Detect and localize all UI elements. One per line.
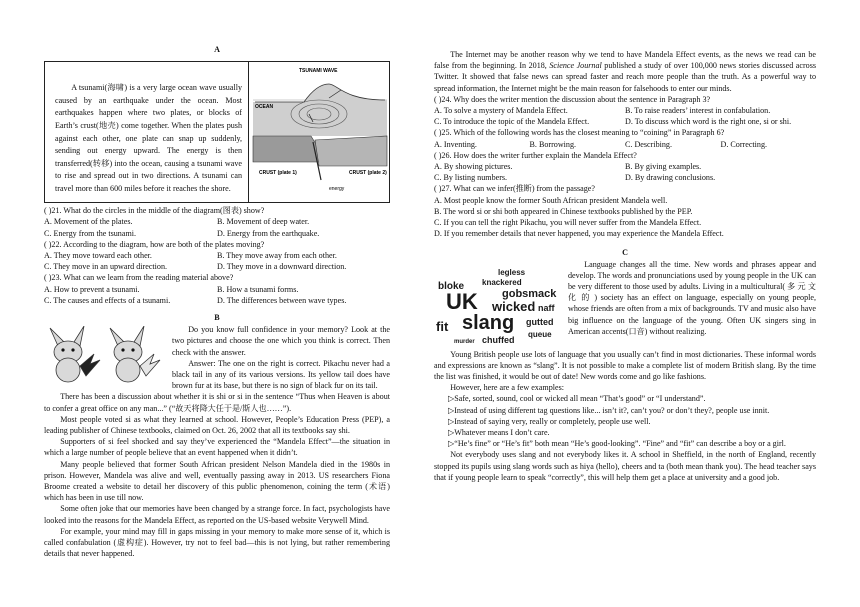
diagram-label-crust1: CRUST (plate 1) [259, 170, 297, 177]
slang-word: bloke [438, 280, 465, 292]
question-26: ( )26. How does the writer further explain the Mandela Effect? [434, 150, 637, 160]
q24-option-c: C. To introduce the topic of the Mandela Effect. [434, 117, 590, 127]
q27-option-b: B. The word si or shi both appeared in Chinese textbooks published by the PEP. [434, 206, 693, 216]
example-3: ▷Instead of saying very, really or completely, people use well. [448, 416, 651, 426]
question-23: ( )23. What can we learn from the reading material above? [44, 273, 234, 283]
q27-option-a: A. Most people know the former South African president Mandela well. [434, 195, 668, 205]
pikachu-pictures [44, 326, 166, 384]
passage-c-p3: However, here are a few examples: [450, 383, 565, 393]
question-22: ( )22. According to the diagram, how are both of the plates moving? [44, 239, 265, 249]
question-25: ( )25. Which of the following words has the closest meaning to “coining” in Paragraph 6? [434, 128, 725, 138]
heading-b: B [214, 313, 220, 323]
q26-option-d: D. By drawing conclusions. [625, 173, 716, 183]
passage-b-p3: There has been a discussion about whether it is shi or si in the sentence “Thus when Heaven is about to confer a great office on any man...” (“故天将降大任于是/斯人也……”). [44, 392, 390, 413]
slang-word: knackered [482, 277, 522, 287]
q25-option-a: A. Inventing. [434, 139, 477, 149]
q25-option-c: C. Describing. [625, 139, 672, 149]
q22-option-b: B. They move away from each other. [217, 251, 337, 261]
passage-c-p4: Not everybody uses slang and not everybody likes it. A school in Sheffield, in the north of England, recently stopped its pupils using slang words such as hiya (hello), cheers and ta (both mean thank you). The head teacher says that if young people learn to speak “correctly”, this will help them get a place at university and a good job. [434, 450, 816, 482]
example-1: ▷Safe, sorted, sound, cool or wicked all mean “That’s good” or “I understand”. [448, 394, 706, 404]
example-5: ▷“He’s fine” or “He’s fit” both mean “He’s good-looking”. “Fine” and “fit” can describe a boy or a girl. [448, 439, 786, 449]
passage-b-p8: For example, your mind may fill in gaps missing in your memory to make more sense of it, which is called confabulation (虚构症). However, try not to feel bad—this is not lying, but rather remembering details that never happened. [44, 526, 390, 559]
diagram-label-energy: energy [329, 186, 345, 193]
q21-option-a: A. Movement of the plates. [44, 217, 133, 227]
slang-word-cloud [434, 263, 560, 349]
passage-b-p7: Some often joke that our memories have been changed by a strange force. In fact, psychologists have looked into the reasons for the Mandela Effect, as reported on the US-based website Verywell Mind. [44, 504, 390, 525]
tsunami-diagram [248, 62, 389, 202]
slang-word: gutted [526, 316, 554, 327]
passage-b-p4: Most people voted si as what they learned at school. However, People’s Education Press (PEP), a leading publisher of Chinese textbooks, claimed on Oct. 26, 2002 that all its textbooks say shi. [44, 414, 390, 436]
q26-option-c: C. By listing numbers. [434, 173, 508, 183]
slang-word: gobsmack [502, 287, 557, 300]
example-2: ▷Instead of using different tag questions like... isn’t it?, can’t you? or don’t they?, people use innit. [448, 405, 770, 415]
diagram-label-crust2: CRUST (plate 2) [349, 170, 387, 177]
slang-word: UK [446, 288, 478, 314]
slang-word: wicked [492, 298, 536, 314]
q26-option-b: B. By giving examples. [625, 162, 702, 172]
passage-a: A tsunami(海啸) is a very large ocean wave usually caused by an earthquake under the ocean. Most earthquakes happen where two plates, or blocks of Earth’s crust(地壳) come together. When the plates push against each other, one plate can snap up suddenly, sending out energy upward. The energy is then transferred(转移) into the ocean, causing a tsunami wave to rise and spread out in two directions. A tsunami can travel more than 600 miles before it reaches the shore. [55, 83, 242, 193]
diagram-label-ocean: OCEAN [255, 104, 274, 111]
slang-word: chuffed [482, 334, 515, 345]
q24-option-b: B. To raise readers’ interest in confabulation. [625, 106, 771, 116]
passage-c-p1: Language changes all the time. New words and phrases appear and develop. The words and pronunciations used by young people in the UK can be very different to those used by adults. Living in a multicultural( 多 元 文 化 的 ) society has an effect on language, especially on young people, whose friends are often from a mix of backgrounds. TV and music also have big influence on the language of the young. Often UK singers sing in American accents(口音) without realizing. [568, 259, 816, 336]
passage-b-p5: Supporters of si feel shocked and say they’ve experienced the “Mandela Effect”—the situation in which a large number of people believe that an event happened when it didn’t. [44, 437, 390, 458]
question-21: ( )21. What do the circles in the middle of the diagram(图表) show? [44, 206, 265, 216]
q24-option-a: A. To solve a mystery of Mandela Effect. [434, 106, 568, 116]
journal-name: Science Journal [549, 61, 602, 71]
slang-word: slang [462, 311, 515, 334]
q27-option-d: D. If you remember details that never happened, you may experience the Mandela Effect. [434, 229, 724, 239]
q27-option-c: C. If you can tell the right Pikachu, you will never suffer from the Mandela Effect. [434, 218, 702, 228]
example-4: ▷Whatever means I don’t care. [448, 428, 550, 438]
slang-word: naff [538, 302, 555, 313]
passage-c-p2: Young British people use lots of language that you usually can’t find in most dictionaries. These informal words and expressions are known as “slang”. It is not possible to make a complete list of modern British slang. By the time the list was finished, it would be out of date! New words come and go like fashions. [434, 349, 816, 382]
q23-option-a: A. How to prevent a tsunami. [44, 284, 140, 294]
q22-option-a: A. They move toward each other. [44, 251, 152, 261]
passage-b-p9: The Internet may be another reason why we tend to have Mandela Effect events, as the news we read can be false from the beginning. In 2018, Science Journal published a study of over 100,000 news stories discussed across Twitter. It showed that false news can spread faster and reach more people than the truth. As a powerful way to spread information, the Internet might be the main reason for falsehoods to enter our minds. [434, 50, 817, 93]
q21-option-d: D. Energy from the earthquake. [217, 228, 320, 238]
question-24: ( )24. Why does the writer mention the discussion about the sentence in Paragraph 3? [434, 94, 711, 104]
passage-b-p1: Do you know full confidence in your memory? Look at the two pictures and choose the one which you think is correct. Then check with the answer. [172, 325, 390, 357]
q22-option-d: D. They move in a downward direction. [217, 262, 347, 272]
q24-option-d: D. To discuss which word is the right one, si or shi. [625, 117, 792, 127]
q23-option-c: C. The causes and effects of a tsunami. [44, 295, 171, 305]
passage-a-box [44, 61, 390, 203]
left-column [44, 42, 390, 560]
q21-option-b: B. Movement of deep water. [217, 217, 310, 227]
q22-option-c: C. They move in an upward direction. [44, 262, 168, 272]
heading-c: C [622, 248, 628, 258]
slang-word: legless [498, 267, 526, 277]
q25-option-d: D. Correcting. [720, 139, 768, 149]
slang-word: queue [528, 329, 552, 339]
question-27: ( )27. What can we infer(推断) from the passage? [434, 184, 595, 194]
q26-option-a: A. By showing pictures. [434, 162, 513, 172]
passage-b-p2: Answer: The one on the right is correct. Pikachu never had a black tail in any of its various versions. Its yellow tail does have brown fur at its base, but there is no sign of black fur on its tail. [172, 358, 390, 391]
passage-b-p6: Many people believed that former South African president Nelson Mandela died in the 1980s in prison. However, Mandela was alive and well, eventually passing away in 2013. US researchers Fiona Broome created a website to detail her discovery of this public phenomenon, coining the term (术语) which has been in use till now. [44, 459, 390, 503]
q25-option-b: B. Borrowing. [529, 139, 577, 149]
q23-option-d: D. The differences between wave types. [217, 295, 347, 305]
slang-word: murder [454, 338, 475, 345]
q21-option-c: C. Energy from the tsunami. [44, 228, 137, 238]
diagram-label-wave: TSUNAMI WAVE [299, 68, 338, 75]
slang-word: fit [436, 318, 449, 334]
heading-a: A [214, 45, 220, 54]
right-column [434, 49, 816, 483]
q23-option-b: B. How a tsunami forms. [217, 284, 299, 294]
